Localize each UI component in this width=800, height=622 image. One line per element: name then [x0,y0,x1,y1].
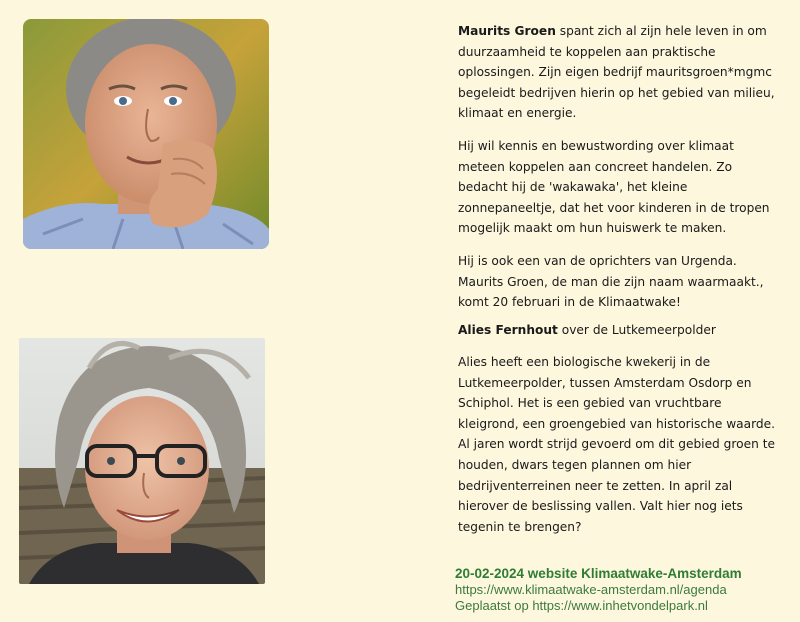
maurits-paragraph-3: Hij is ook een van de oprichters van Urgenda. Maurits Groen, de man die zijn naam waarmaakt., komt 20 februari in de Klimaatwake! [458,253,764,310]
maurits-name: Maurits Groen [458,24,556,38]
footer [455,566,742,614]
maurits-section [458,21,778,325]
alies-heading-text: over de Lutkemeerpolder [557,323,716,337]
maurits-intro-text: spant zich al zijn hele leven in om duurzaamheid te koppelen aan praktische oplossingen. Zijn eigen bedrijf mauritsgroen*mgmc begeleidt bedrijven hierin op het gebied van milieu, klimaat en energie. [458,24,775,121]
alies-heading [458,320,778,340]
alies-section [458,352,778,549]
maurits-paragraph-2: Hij wil kennis en bewustwording over klimaat meteen koppelen aan concreet handelen. Zo bedacht hij de 'wakawaka', het kleine zonnepaneeltje, dat het voor kinderen in de tropen mogelijk maakt om hun huiswerk te maken. [458,138,770,236]
posted-on-link[interactable]: Geplaatst op https://www.inhetvondelpark.nl [455,598,708,613]
maurits-intro [458,21,778,124]
portrait-alies-fernhout [19,338,265,584]
footer-date-line: 20-02-2024 website Klimaatwake-Amsterdam [455,566,742,581]
alies-paragraph-1: Alies heeft een biologische kwekerij in de Lutkemeerpolder, tussen Amsterdam Osdorp en Schiphol. Het is een gebied van vruchtbare kleigrond, een groengebied van historische waarde. Al jaren wordt strijd gevoerd om dit gebied groen te houden, dwars tegen plannen om hier bedrijventerreinen neer te zetten. In april zal hierover de beslissing vallen. Valt hier nog iets tegenin te brengen? [458,355,776,534]
agenda-link[interactable]: https://www.klimaatwake-amsterdam.nl/agenda [455,582,727,597]
alies-name: Alies Fernhout [458,323,558,337]
portrait-maurits-groen [23,19,269,249]
